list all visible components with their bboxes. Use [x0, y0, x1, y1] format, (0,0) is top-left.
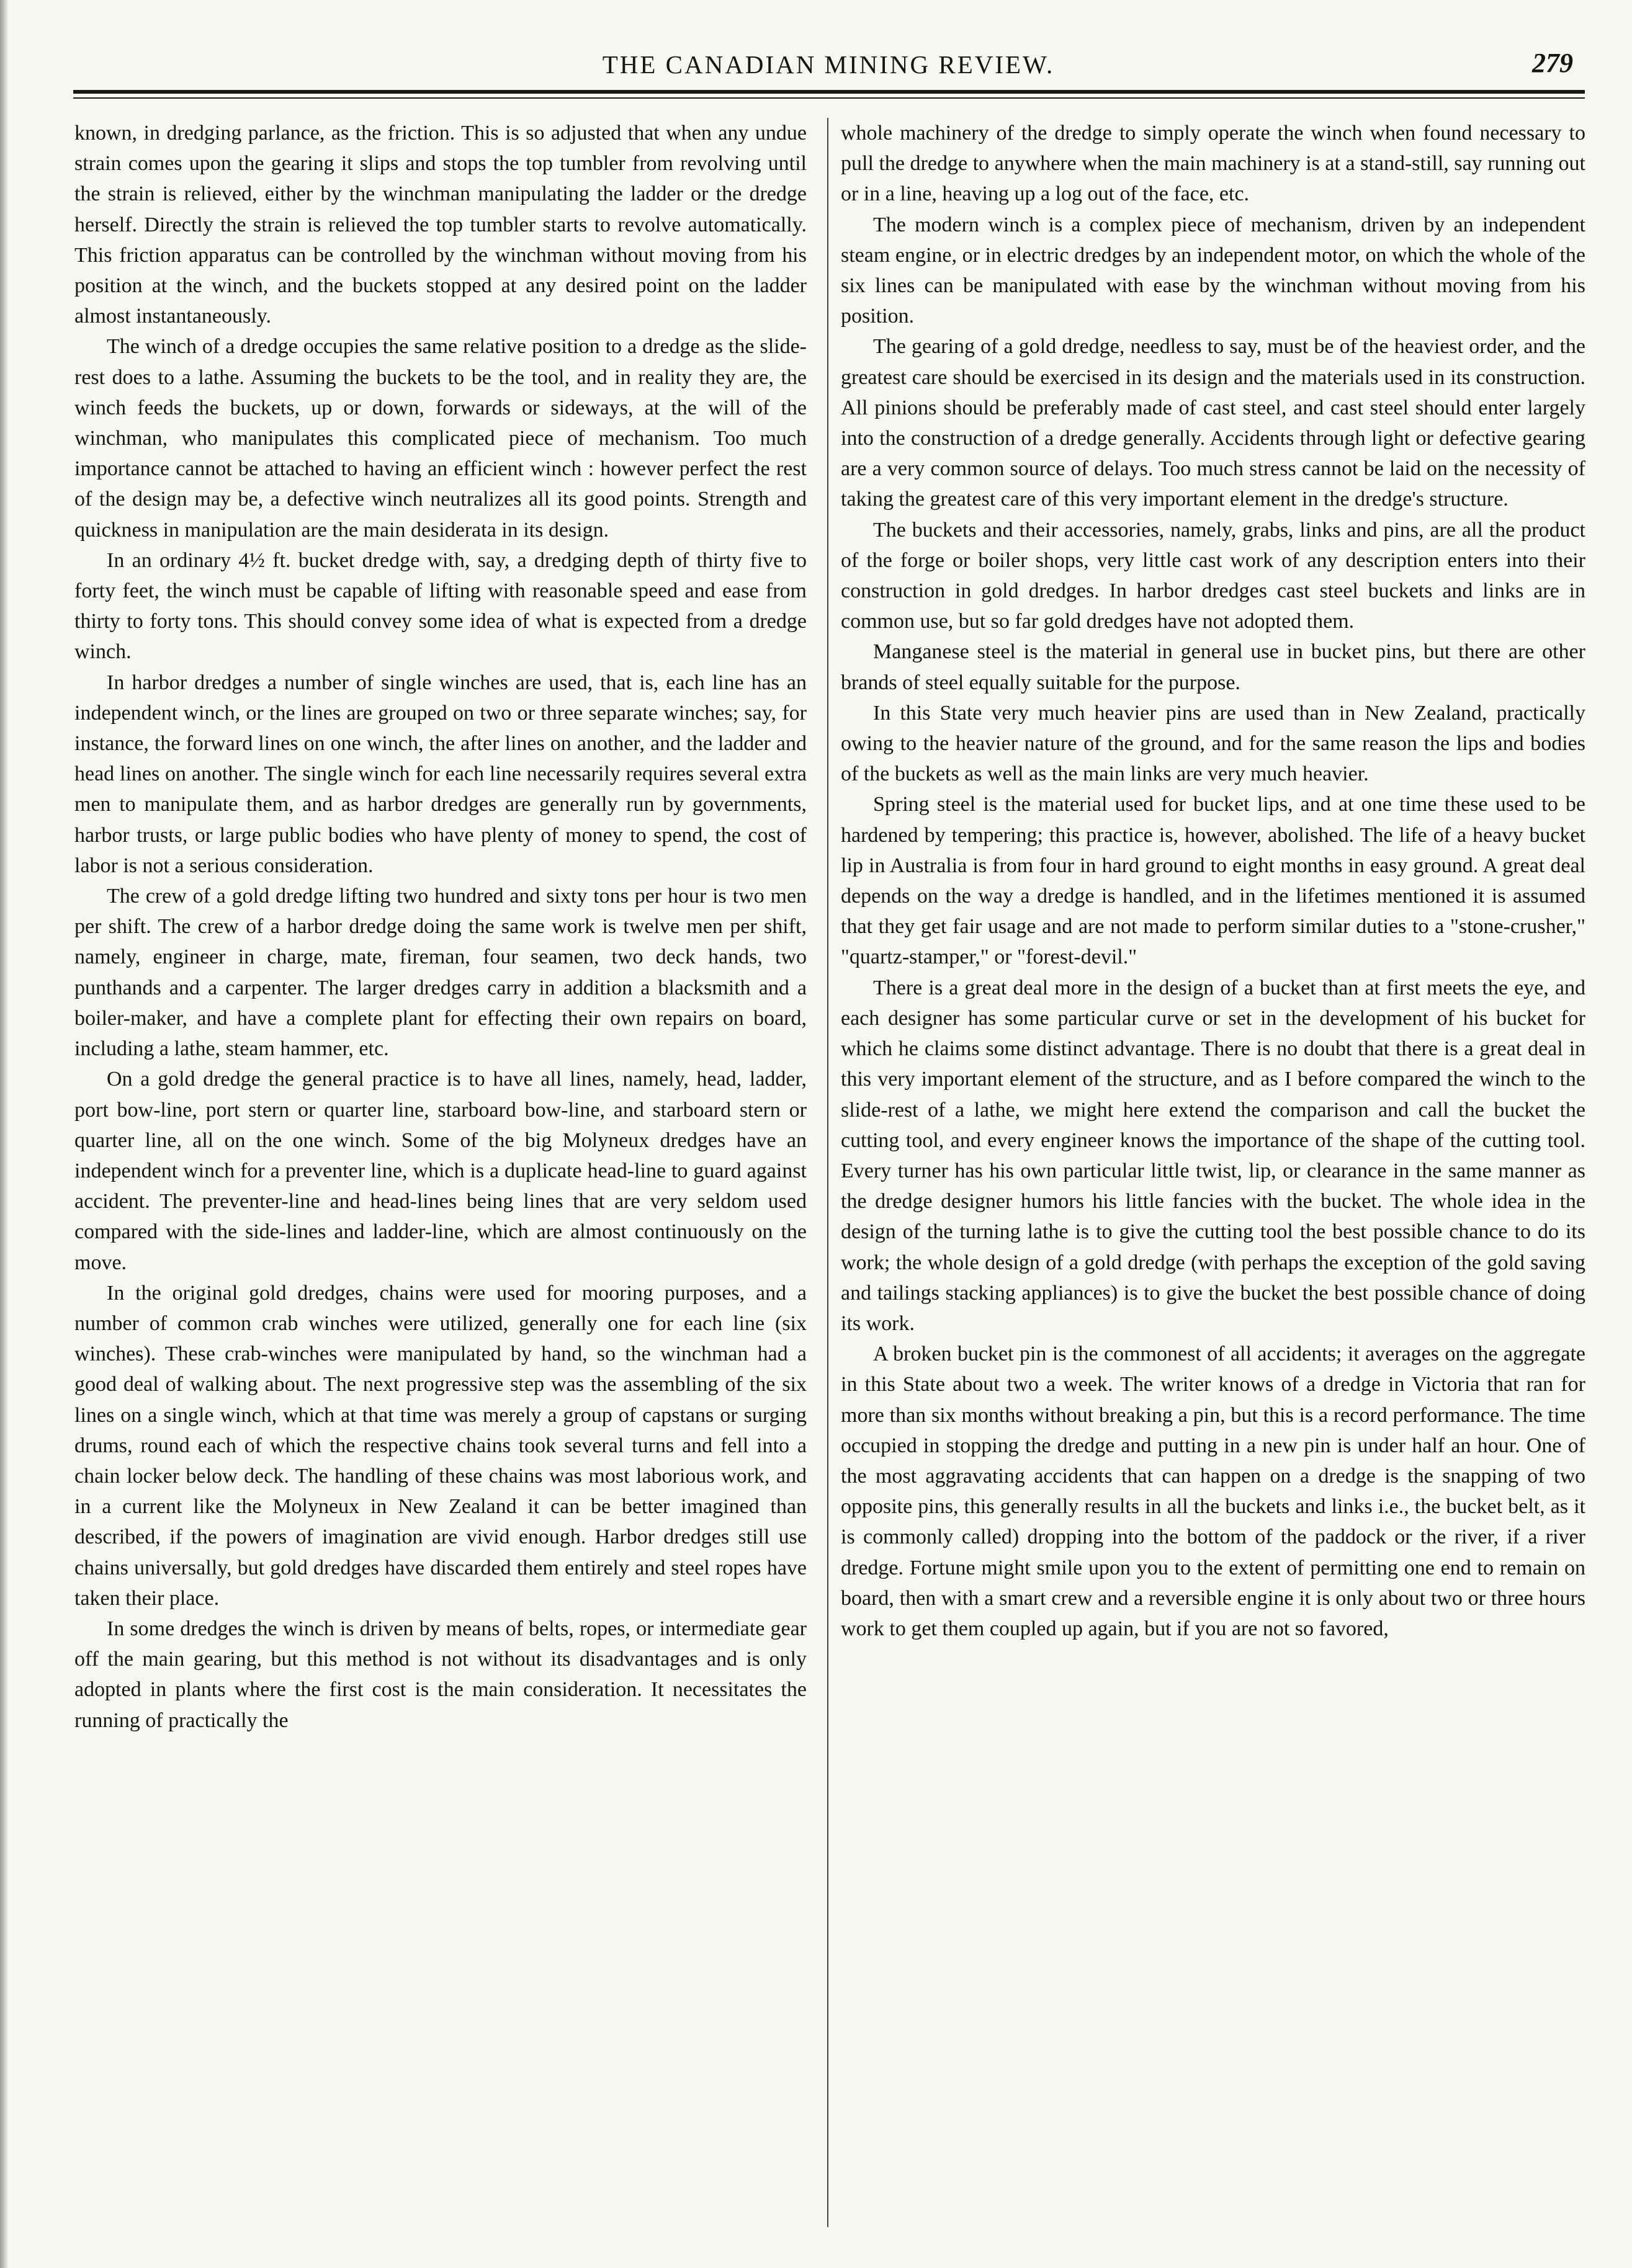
paragraph: The buckets and their accessories, namely, grabs, links and pins, are all the product of the forge or boiler shops, very little cast work of any description enters into their construction in gold dredges. In harbor dredges cast steel buckets and links are in common use, but so far gold dredges have not adopted them.	[841, 518, 1585, 633]
page-number: 279	[1532, 48, 1573, 78]
paragraph: known, in dredging parlance, as the friction. This is so adjusted that when any undue strain comes upon the gearing it slips and stops the top tumbler from revolving until the strain is relieved, either by the winchman manipulating the ladder or the dredge herself. Directly the strain is relieved the top tumbler starts to revolve automatically. This friction apparatus can be controlled by the winchman without moving from his position at the winch, and the buckets stopped at any desired point on the ladder almost instantaneously.	[74, 122, 807, 328]
paragraph: The winch of a dredge occupies the same relative position to a dredge as the slide-rest does to a lathe. Assuming the buckets to be the tool, and in reality they are, the winch feeds the buckets, up or down, forwards or sideways, at the will of the winchman, who manipulates this complicated piece of mechanism. Too much importance cannot be attached to having an efficient winch : however perfect the rest of the design may be, a defective winch neutralizes all its good points. Strength and quickness in manipulation are the main desiderata in its design.	[74, 335, 807, 542]
right-column	[841, 118, 1585, 2239]
column-divider	[827, 118, 828, 2227]
paragraph: In an ordinary 4½ ft. bucket dredge with, say, a dredging depth of thirty five to forty feet, the winch must be capable of lifting with reasonable speed and ease from thirty to forty tons. This should convey some idea of what is expected from a dredge winch.	[74, 548, 807, 664]
paragraph: whole machinery of the dredge to simply operate the winch when found necessary to pull the dredge to anywhere when the main machinery is at a stand-still, say running out or in a line, heaving up a log out of the face, etc.	[841, 122, 1585, 206]
header-rule-thin	[73, 97, 1585, 99]
paragraph: On a gold dredge the general practice is to have all lines, namely, head, ladder, port bow-line, port stern or quarter line, starboard bow-line, and starboard stern or quarter line, all on the one winch. Some of the big Molyneux dredges have an independent winch for a preventer line, which is a duplicate head-line to guard against accident. The preventer-line and head-lines being lines that are very seldom used compared with the side-lines and ladder-line, which are almost continuously on the move.	[74, 1068, 807, 1274]
paragraph: Spring steel is the material used for bucket lips, and at one time these used to be hardened by tempering; this practice is, however, abolished. The life of a heavy bucket lip in Australia is from four in hard ground to eight months in easy ground. A great deal depends on the way a dredge is handled, and in the lifetimes mentioned it is assumed that they get fair usage and are not made to perform similar duties to a "stone-crusher," "quartz-stamper," or "forest-devil."	[841, 793, 1585, 969]
left-column	[74, 118, 807, 2239]
paragraph: In this State very much heavier pins are used than in New Zealand, practically owing to the heavier nature of the ground, and for the same reason the lips and bodies of the buckets as well as the main links are very much heavier.	[841, 701, 1585, 786]
paragraph: Manganese steel is the material in general use in bucket pins, but there are other brands of steel equally suitable for the purpose.	[841, 640, 1585, 694]
paragraph: The gearing of a gold dredge, needless to say, must be of the heaviest order, and the greatest care should be exercised in its design and the materials used in its construction. All pinions should be preferably made of cast steel, and cast steel should enter largely into the construction of a dredge generally. Accidents through light or defective gearing are a very common source of delays. Too much stress cannot be laid on the necessity of taking the greatest care of this very important element in the dredge's structure.	[841, 335, 1585, 511]
scan-edge	[0, 0, 9, 2268]
paragraph: A broken bucket pin is the commonest of all accidents; it averages on the aggregate in this State about two a week. The writer knows of a dredge in Victoria that ran for more than six months without breaking a pin, but this is a record performance. The time occupied in stopping the dredge and putting in a new pin is under half an hour. One of the most aggravating accidents that can happen on a dredge is the snapping of two opposite pins, this generally results in all the buckets and links i.e., the bucket belt, as it is commonly called) dropping into the bottom of the paddock or the river, if a river dredge. Fortune might smile upon you to the extent of permitting one end to remain on board, then with a smart crew and a reversible engine it is only about two or three hours work to get them coupled up again, but if you are not so favored,	[841, 1342, 1585, 1640]
paragraph: In harbor dredges a number of single winches are used, that is, each line has an independent winch, or the lines are grouped on two or three separate winches; say, for instance, the forward lines on one winch, the after lines on another, and the ladder and head lines on another. The single winch for each line necessarily requires several extra men to manipulate them, and as harbor dredges are generally run by governments, harbor trusts, or large public bodies who have plenty of money to spend, the cost of labor is not a serious consideration.	[74, 671, 807, 877]
paragraph: There is a great deal more in the design of a bucket than at first meets the eye, and each designer has some particular curve or set in the development of his bucket for which he claims some distinct advantage. There is no doubt that there is a great deal in this very important element of the structure, and as I before compared the winch to the slide-rest of a lathe, we might here extend the comparison and call the bucket the cutting tool, and every engineer knows the importance of the shape of the cutting tool. Every turner has his own particular little twist, lip, or clearance in the same manner as the dredge designer humors his little fancies with the bucket. The whole idea in the design of the turning lathe is to give the cutting tool the best possible chance to do its work; the whole design of a gold dredge (with perhaps the exception of the gold saving and tailings stacking appliances) is to give the bucket the best possible chance of doing its work.	[841, 976, 1585, 1335]
paragraph: In some dredges the winch is driven by means of belts, ropes, or intermediate gear off the main gearing, but this method is not without its disadvantages and is only adopted in plants where the first cost is the main consideration. It necessitates the running of practically the	[74, 1617, 807, 1732]
paragraph: The modern winch is a complex piece of mechanism, driven by an independent steam engine, or in electric dredges by an independent motor, on which the whole of the six lines can be manipulated with ease by the winchman without moving from his position.	[841, 213, 1585, 328]
page-header	[71, 38, 1585, 82]
paragraph: The crew of a gold dredge lifting two hundred and sixty tons per hour is two men per shift. The crew of a harbor dredge doing the same work is twelve men per shift, namely, engineer in charge, mate, fireman, four seamen, two deck hands, two punthands and a carpenter. The larger dredges carry in addition a blacksmith and a boiler-maker, and have a complete plant for effecting their own repairs on board, including a lathe, steam hammer, etc.	[74, 885, 807, 1061]
running-title: THE CANADIAN MINING REVIEW.	[602, 50, 1055, 79]
paragraph: In the original gold dredges, chains were used for mooring purposes, and a number of common crab winches were utilized, generally one for each line (six winches). These crab-winches were manipulated by hand, so the winchman had a good deal of walking about. The next progressive step was the assembling of the six lines on a single winch, which at that time was merely a group of capstans or surging drums, round each of which the respective chains took several turns and fell into a chain locker below deck. The handling of these chains was most laborious work, and in a current like the Molyneux in New Zealand it can be better imagined than described, if the powers of imagination are vivid enough. Harbor dredges still use chains universally, but gold dredges have discarded them entirely and steel ropes have taken their place.	[74, 1281, 807, 1610]
header-rule-thick	[73, 90, 1585, 94]
